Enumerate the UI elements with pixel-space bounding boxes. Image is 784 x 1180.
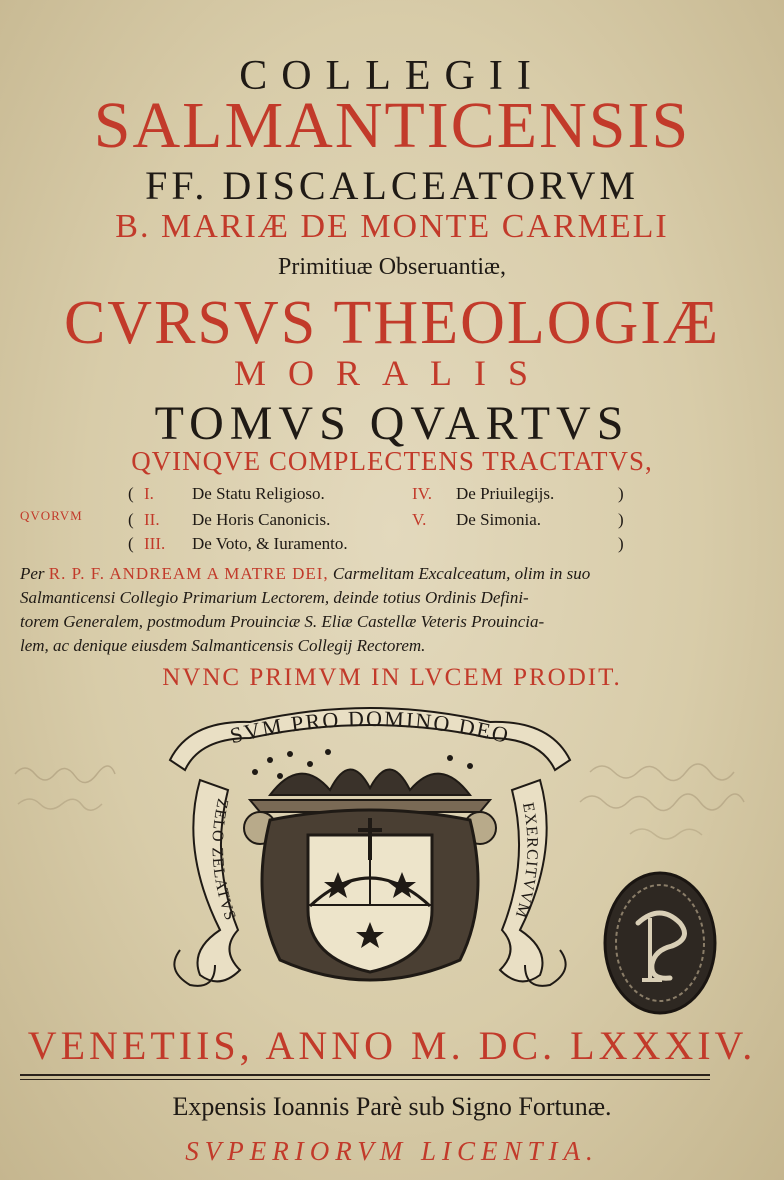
imprint-place-date: VENETIIS, ANNO M. DC. LXXXIV.	[27, 1023, 757, 1068]
title-primitivae: Primitiuæ Obseruantiæ,	[278, 254, 506, 280]
brace-open-1: (	[128, 484, 134, 503]
author-line-1-rest: Carmelitam Excalceatum, olim in suo	[332, 564, 591, 583]
author-per: Per	[20, 564, 45, 583]
nunc-primum-prodit: NVNC PRIMVM IN LVCEM PRODIT.	[162, 664, 622, 691]
svg-text:EXERCITVVM	[512, 801, 541, 921]
title-tomus-quartus: TOMVS QVARTVS	[154, 397, 630, 450]
author-line-4: lem, ac denique eiusdem Salmanticensis Collegij Rectorem.	[20, 636, 426, 655]
title-collegii: COLLEGII	[239, 53, 545, 99]
divider-rule	[20, 1074, 710, 1076]
divider-rule-thin	[20, 1079, 710, 1080]
svg-text:SVM PRO DOMINO DEO	[227, 706, 512, 748]
title-salmanticensis: SALMANTICENSIS	[93, 89, 691, 162]
tractatus-title: De Horis Canonicis.	[192, 510, 331, 529]
carmelite-emblem-icon	[160, 700, 580, 1000]
tractatus-title: De Statu Religioso.	[192, 484, 325, 503]
title-quinque-tractatus: QVINQVE COMPLECTENS TRACTATVS,	[131, 446, 653, 476]
motto-left: ZELO ZELATVS	[208, 797, 239, 924]
faded-handwriting-left	[10, 752, 120, 832]
brace-close-1: )	[618, 484, 624, 503]
author-line-1	[20, 564, 770, 584]
tractatus-title: De Voto, & Iuramento.	[192, 534, 348, 553]
title-discalceatorum: FF. DISCALCEATORVM	[145, 163, 639, 208]
brace-close-3: )	[618, 534, 624, 553]
tractatus-numeral: I.	[144, 484, 154, 503]
tractatus-title: De Simonia.	[456, 510, 541, 529]
brace-open-2: (	[128, 510, 134, 529]
motto-top: SVM PRO DOMINO DEO	[227, 705, 513, 749]
title-mariae-carmeli: B. MARIÆ DE MONTE CARMELI	[115, 208, 669, 245]
imprint-publisher: Expensis Ioannis Parè sub Signo Fortunæ.	[172, 1092, 612, 1121]
brace-open-3: (	[128, 534, 134, 553]
motto-right: EXERCITVVM	[511, 801, 541, 921]
tractatus-numeral: IV.	[412, 484, 432, 503]
tractatus-title: De Priuilegijs.	[456, 484, 555, 503]
faded-handwriting-right	[570, 750, 770, 860]
imprint-license: SVPERIORVM LICENTIA.	[185, 1136, 599, 1166]
tractatus-numeral: V.	[412, 510, 427, 529]
author-line-2: Salmanticensi Collegio Primarium Lectorem, deinde totius Ordinis Defini-	[20, 588, 529, 607]
author-line-3: torem Generalem, postmodum Prouinciæ S. Eliæ Castellæ Veteris Prouincia-	[20, 612, 545, 631]
author-name: R. P. F. ANDREAM A MATRE DEI,	[48, 564, 329, 583]
tractatus-numeral: III.	[144, 534, 166, 553]
library-seal-stamp	[600, 868, 720, 1018]
tractatus-numeral: II.	[144, 510, 160, 529]
brace-close-2: )	[618, 510, 624, 529]
title-moralis: MORALIS	[233, 353, 551, 393]
quorum-label: QVORVM	[20, 508, 83, 523]
title-cursus-theologiae: CVRSVS THEOLOGIÆ	[63, 289, 721, 357]
